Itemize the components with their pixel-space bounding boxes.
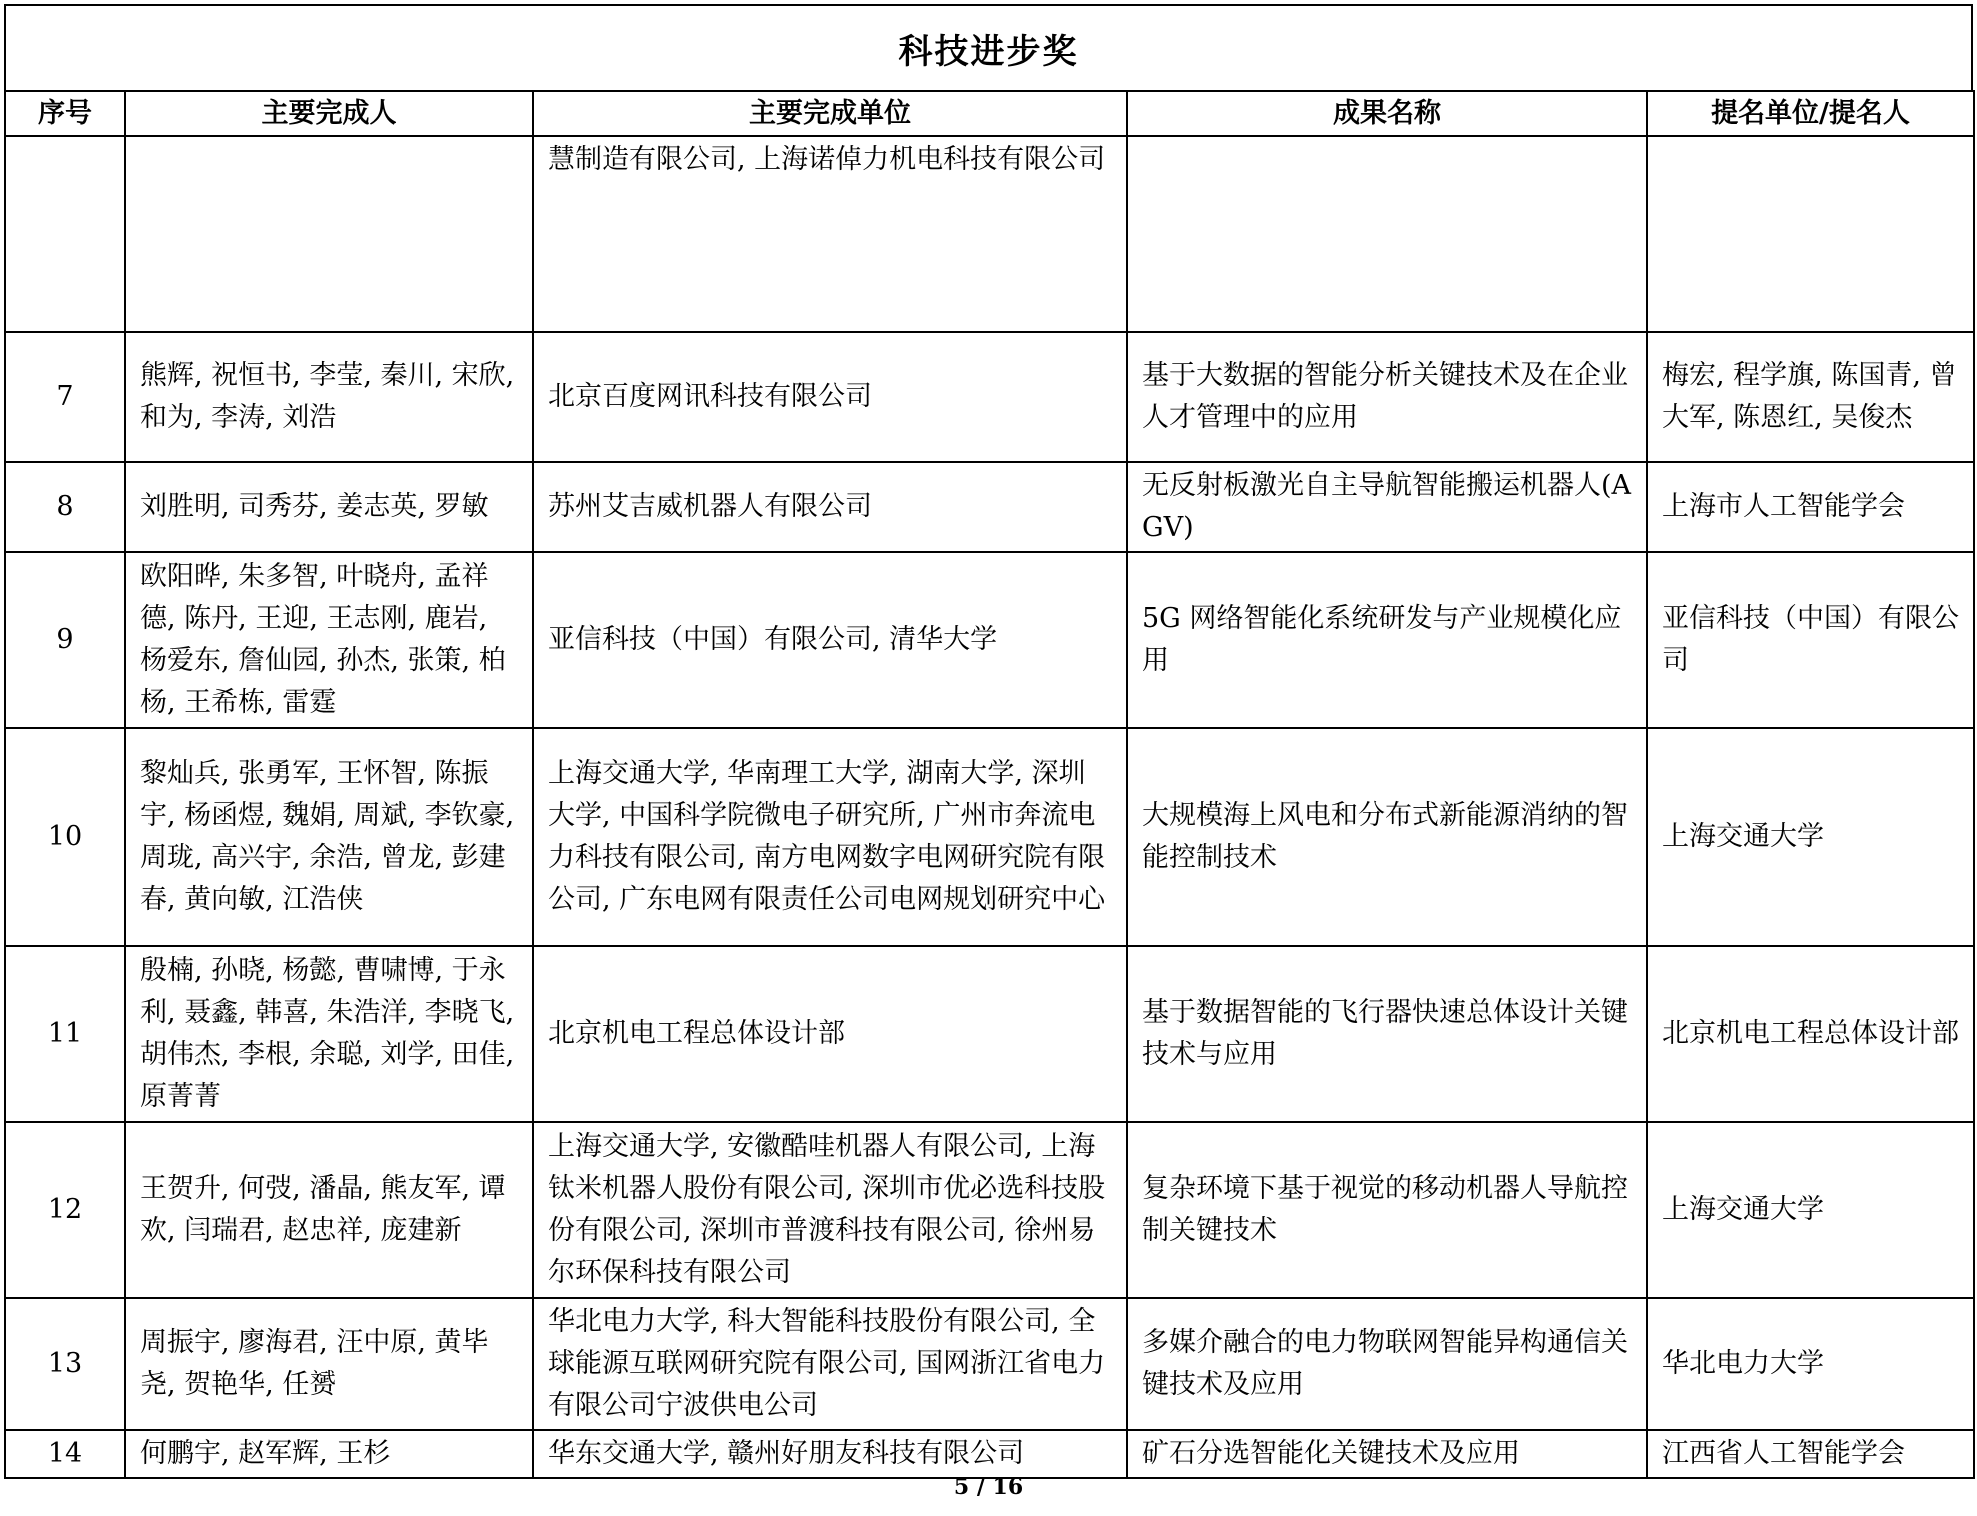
cell-seq: 11 [5,946,125,1122]
cell-seq: 13 [5,1298,125,1430]
cell-units: 华东交通大学, 赣州好朋友科技有限公司 [533,1430,1127,1478]
cell-units: 苏州艾吉威机器人有限公司 [533,462,1127,552]
cell-seq [5,136,125,332]
cell-nominator: 上海交通大学 [1647,728,1974,946]
cell-people: 周振宇, 廖海君, 汪中原, 黄毕尧, 贺艳华, 任赟 [125,1298,533,1430]
cell-nominator: 江西省人工智能学会 [1647,1430,1974,1478]
cell-people: 黎灿兵, 张勇军, 王怀智, 陈振宇, 杨函煜, 魏娟, 周斌, 李钦豪, 周珑, 高兴宇, 余浩, 曾龙, 彭建春, 黄向敏, 江浩侠 [125,728,533,946]
cell-units: 北京百度网讯科技有限公司 [533,332,1127,462]
cell-project: 多媒介融合的电力物联网智能异构通信关键技术及应用 [1127,1298,1647,1430]
header-project: 成果名称 [1127,91,1647,136]
cell-seq: 9 [5,552,125,728]
cell-project: 矿石分选智能化关键技术及应用 [1127,1430,1647,1478]
cell-people [125,136,533,332]
table-row [5,946,1974,1122]
cell-people: 刘胜明, 司秀芬, 姜志英, 罗敏 [125,462,533,552]
header-people: 主要完成人 [125,91,533,136]
cell-units: 慧制造有限公司, 上海诺倬力机电科技有限公司 [533,136,1127,332]
cell-units: 华北电力大学, 科大智能科技股份有限公司, 全球能源互联网研究院有限公司, 国网浙江省电力有限公司宁波供电公司 [533,1298,1127,1430]
page-number: 5 / 16 [953,1474,1024,1500]
cell-project: 复杂环境下基于视觉的移动机器人导航控制关键技术 [1127,1122,1647,1298]
cell-project: 基于数据智能的飞行器快速总体设计关键技术与应用 [1127,946,1647,1122]
cell-nominator: 上海市人工智能学会 [1647,462,1974,552]
page-title: 科技进步奖 [4,4,1973,90]
cell-nominator: 华北电力大学 [1647,1298,1974,1430]
table-row [5,136,1974,332]
cell-people: 王贺升, 何弢, 潘晶, 熊友军, 谭欢, 闫瑞君, 赵忠祥, 庞建新 [125,1122,533,1298]
cell-project: 基于大数据的智能分析关键技术及在企业人才管理中的应用 [1127,332,1647,462]
cell-people: 何鹏宇, 赵军辉, 王杉 [125,1430,533,1478]
cell-units: 上海交通大学, 安徽酷哇机器人有限公司, 上海钛米机器人股份有限公司, 深圳市优必选科技股份有限公司, 深圳市普渡科技有限公司, 徐州易尔环保科技有限公司 [533,1122,1127,1298]
header-units: 主要完成单位 [533,91,1127,136]
cell-project [1127,136,1647,332]
cell-seq: 12 [5,1122,125,1298]
table-row [5,552,1974,728]
cell-seq: 8 [5,462,125,552]
cell-seq: 7 [5,332,125,462]
cell-seq: 14 [5,1430,125,1478]
cell-units: 北京机电工程总体设计部 [533,946,1127,1122]
cell-people: 殷楠, 孙晓, 杨懿, 曹啸博, 于永利, 聂鑫, 韩喜, 朱浩洋, 李晓飞, 胡伟杰, 李根, 余聪, 刘学, 田佳, 原菁菁 [125,946,533,1122]
cell-project: 无反射板激光自主导航智能搬运机器人(AGV) [1127,462,1647,552]
award-table-sheet [4,4,1973,1479]
cell-people: 欧阳晔, 朱多智, 叶晓舟, 孟祥德, 陈丹, 王迎, 王志刚, 鹿岩, 杨爱东, 詹仙园, 孙杰, 张策, 柏杨, 王希栋, 雷霆 [125,552,533,728]
table-row [5,1122,1974,1298]
table-row [5,462,1974,552]
cell-seq: 10 [5,728,125,946]
table-header-row [5,91,1974,136]
table-row [5,1298,1974,1430]
cell-project: 大规模海上风电和分布式新能源消纳的智能控制技术 [1127,728,1647,946]
header-seq: 序号 [5,91,125,136]
table-row [5,332,1974,462]
cell-project: 5G 网络智能化系统研发与产业规模化应用 [1127,552,1647,728]
cell-people: 熊辉, 祝恒书, 李莹, 秦川, 宋欣, 和为, 李涛, 刘浩 [125,332,533,462]
cell-units: 上海交通大学, 华南理工大学, 湖南大学, 深圳大学, 中国科学院微电子研究所, 广州市奔流电力科技有限公司, 南方电网数字电网研究院有限公司, 广东电网有限责任公司电网规划研究中心 [533,728,1127,946]
cell-nominator: 上海交通大学 [1647,1122,1974,1298]
header-nominator: 提名单位/提名人 [1647,91,1974,136]
cell-nominator: 亚信科技（中国）有限公司 [1647,552,1974,728]
cell-nominator: 北京机电工程总体设计部 [1647,946,1974,1122]
cell-nominator [1647,136,1974,332]
cell-units: 亚信科技（中国）有限公司, 清华大学 [533,552,1127,728]
table-row [5,1430,1974,1478]
award-table [4,90,1975,1479]
table-row [5,728,1974,946]
cell-nominator: 梅宏, 程学旗, 陈国青, 曾大军, 陈恩红, 吴俊杰 [1647,332,1974,462]
